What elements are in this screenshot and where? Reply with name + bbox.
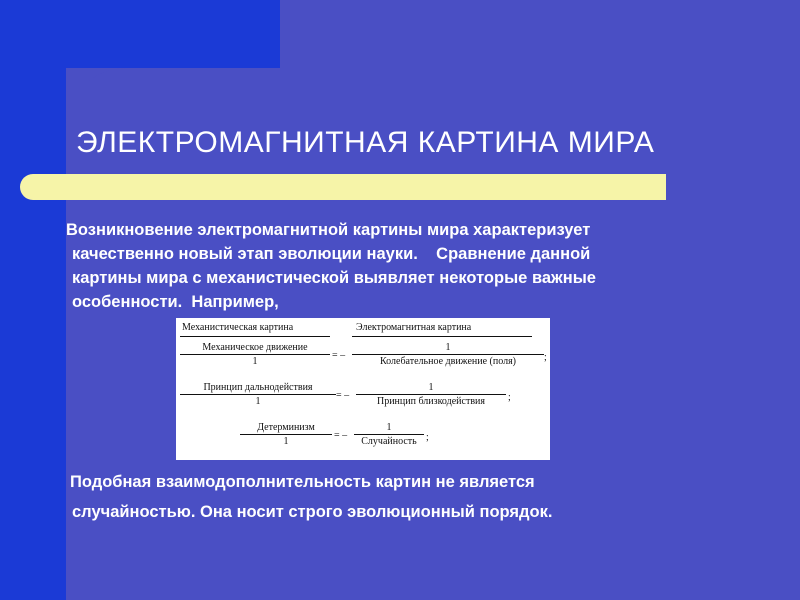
comparison-table [176, 318, 550, 460]
slide-title: ЭЛЕКТРОМАГНИТНАЯ КАРТИНА МИРА [76, 126, 655, 159]
table-row [176, 382, 550, 422]
closing-paragraph [66, 468, 716, 526]
table-header-left: Механистическая картина [182, 322, 294, 333]
left-fraction [180, 342, 330, 367]
equals-minus: = – [334, 430, 348, 441]
title-accent-bar [20, 174, 666, 200]
row-terminator: ; [544, 352, 547, 363]
fraction-numerator: Механическое движение [202, 342, 308, 353]
fraction-bar [180, 354, 330, 355]
fraction-numerator: 1 [445, 342, 451, 353]
right-fraction [352, 342, 544, 367]
closing-line: Подобная взаимодополнительность картин не является [70, 473, 535, 491]
fraction-denominator: 1 [283, 436, 289, 447]
right-fraction [354, 422, 424, 447]
table-row [176, 342, 550, 382]
table-row [176, 422, 550, 462]
fraction-numerator: 1 [428, 382, 434, 393]
intro-line: картины мира с механистической выявляет некоторые важные [72, 269, 596, 287]
row-terminator: ; [508, 392, 511, 403]
intro-line: Возникновение электромагнитной картины мира характеризует [66, 221, 591, 239]
table-header-right: Электромагнитная картина [356, 322, 472, 333]
fraction-bar [180, 394, 336, 395]
equals-minus: = – [336, 390, 350, 401]
row-terminator: ; [426, 432, 429, 443]
background-top-block [0, 0, 280, 68]
fraction-bar [356, 394, 506, 395]
intro-line: особенности. Например, [72, 293, 279, 311]
closing-line: случайностью. Она носит строго эволюционный порядок. [72, 503, 553, 521]
fraction-bar [354, 434, 424, 435]
background-side-block [0, 0, 66, 600]
fraction-denominator: 1 [255, 396, 261, 407]
intro-line: качественно новый этап эволюции науки. Сравнение данной [72, 245, 591, 263]
header-underline [352, 336, 532, 337]
left-fraction [180, 382, 336, 407]
fraction-bar [240, 434, 332, 435]
right-fraction [356, 382, 506, 407]
background-corner [66, 68, 126, 128]
fraction-denominator: 1 [252, 356, 258, 367]
header-underline [180, 336, 330, 337]
fraction-numerator: Детерминизм [257, 422, 315, 433]
fraction-bar [352, 354, 544, 355]
fraction-denominator: Случайность [361, 436, 417, 447]
equals-minus: = – [332, 350, 346, 361]
fraction-numerator: Принцип дальнодействия [203, 382, 313, 393]
fraction-denominator: Колебательное движение (поля) [380, 356, 516, 367]
left-fraction [240, 422, 332, 447]
intro-paragraph [66, 218, 716, 314]
fraction-denominator: Принцип близкодействия [376, 396, 486, 407]
fraction-numerator: 1 [386, 422, 392, 433]
